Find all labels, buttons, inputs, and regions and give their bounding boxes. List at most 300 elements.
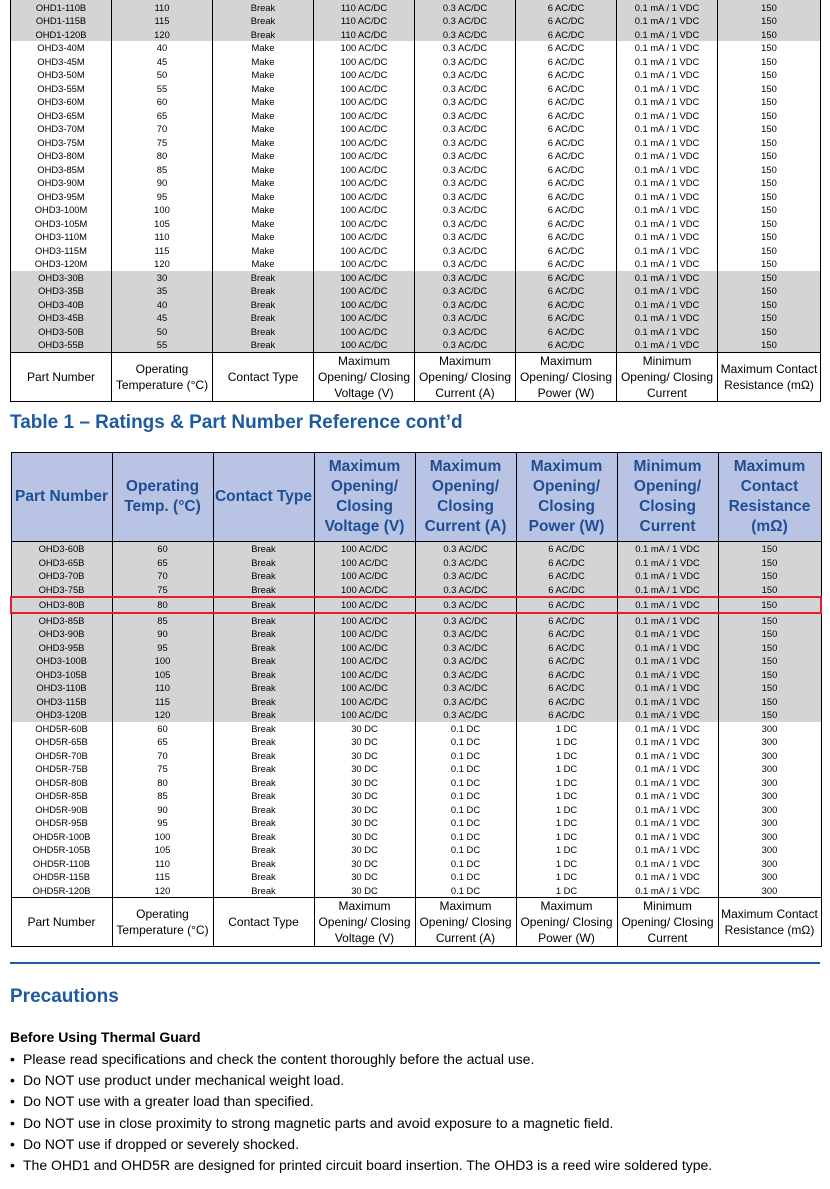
table-cell: 0.3 AC/DC [415, 257, 516, 271]
table-cell: 0.3 AC/DC [415, 149, 516, 163]
table-cell: 0.1 mA / 1 VDC [617, 244, 718, 258]
table-cell: 80 [112, 597, 213, 613]
table-cell: 0.3 AC/DC [415, 583, 516, 598]
table-cell: Break [213, 695, 314, 709]
table-cell: Make [213, 257, 314, 271]
table-cell: Break [213, 830, 314, 844]
table-row [11, 284, 821, 298]
table-cell: OHD5R-100B [11, 830, 112, 844]
table-cell: 0.1 mA / 1 VDC [617, 695, 718, 709]
table-cell: 0.1 mA / 1 VDC [617, 830, 718, 844]
table-cell: 70 [112, 749, 213, 763]
table-cell: 6 AC/DC [516, 176, 617, 190]
table-cell: OHD3-85M [11, 163, 112, 177]
table-cell: OHD5R-60B [11, 722, 112, 736]
table-cell: 100 [112, 654, 213, 668]
table-cell: OHD3-40M [11, 41, 112, 55]
table-cell: Break [213, 338, 314, 352]
table-cell: Make [213, 68, 314, 82]
table-cell: 0.3 AC/DC [415, 28, 516, 42]
table-row [11, 789, 821, 803]
table-cell: Break [213, 569, 314, 583]
table-cell: 50 [112, 325, 213, 339]
table-cell: 110 AC/DC [314, 28, 415, 42]
table-cell: Make [213, 203, 314, 217]
table-cell: 100 AC/DC [314, 569, 415, 583]
table-cell: OHD3-105M [11, 217, 112, 231]
table-cell: 45 [112, 55, 213, 69]
table-cell: 0.1 mA / 1 VDC [617, 843, 718, 857]
table-cell: 0.1 mA / 1 VDC [617, 271, 718, 285]
table-cell: 150 [718, 176, 821, 190]
table-cell: 110 [112, 230, 213, 244]
table-cell: 150 [718, 122, 821, 136]
table-cell: Break [213, 542, 314, 556]
table-cell: 300 [718, 776, 821, 790]
table-cell: 90 [112, 627, 213, 641]
table-cell: 85 [112, 163, 213, 177]
table-cell: 90 [112, 176, 213, 190]
table-cell: OHD5R-65B [11, 735, 112, 749]
table-cell: 0.3 AC/DC [415, 190, 516, 204]
table-cell: OHD3-100B [11, 654, 112, 668]
table-cell: Break [213, 789, 314, 803]
table-cell: 65 [112, 735, 213, 749]
table-cell: 0.3 AC/DC [415, 41, 516, 55]
table-cell: 0.3 AC/DC [415, 271, 516, 285]
table-cell: Make [213, 163, 314, 177]
table-cell: 0.1 DC [415, 762, 516, 776]
table-cell: Break [213, 14, 314, 28]
table-cell: 30 DC [314, 843, 415, 857]
table-cell: Make [213, 136, 314, 150]
table-cell: OHD3-65B [11, 556, 112, 570]
table-cell: 0.3 AC/DC [415, 109, 516, 123]
table-cell: 100 AC/DC [314, 325, 415, 339]
table-cell: 100 AC/DC [314, 695, 415, 709]
table-cell: OHD3-40B [11, 298, 112, 312]
table-cell: 120 [112, 884, 213, 898]
table-cell: 115 [112, 14, 213, 28]
table-cell: 110 [112, 1, 213, 15]
table-cell: 1 DC [516, 857, 617, 871]
table-cell: OHD5R-120B [11, 884, 112, 898]
table-cell: OHD1-115B [11, 14, 112, 28]
table-row [11, 830, 821, 844]
table-cell: 0.1 mA / 1 VDC [617, 722, 718, 736]
table-cell: Maximum Opening/ Closing Power (W) [516, 898, 617, 947]
table-cell: 30 DC [314, 857, 415, 871]
highlighted-row [11, 597, 821, 613]
table-row [11, 271, 821, 285]
table-cell: 0.3 AC/DC [415, 708, 516, 722]
table-cell: Maximum Contact Resistance (mΩ) [718, 898, 821, 947]
table-cell: 95 [112, 816, 213, 830]
table-cell: 6 AC/DC [516, 230, 617, 244]
table-cell: 300 [718, 762, 821, 776]
table-cell: 100 AC/DC [314, 338, 415, 352]
table-cell: 100 AC/DC [314, 627, 415, 641]
table-cell: 0.1 mA / 1 VDC [617, 298, 718, 312]
table-cell: 0.3 AC/DC [415, 338, 516, 352]
table-cell: 6 AC/DC [516, 1, 617, 15]
table-cell: 80 [112, 149, 213, 163]
table-cell: 6 AC/DC [516, 136, 617, 150]
table-row [11, 28, 821, 42]
table-cell: 150 [718, 542, 821, 556]
table-cell: 0.3 AC/DC [415, 668, 516, 682]
table-cell: 100 AC/DC [314, 654, 415, 668]
table-cell: 1 DC [516, 816, 617, 830]
table-cell: 300 [718, 857, 821, 871]
table-cell: 150 [718, 654, 821, 668]
table-cell: 150 [718, 325, 821, 339]
table-cell: 40 [112, 41, 213, 55]
table-cell: 0.1 mA / 1 VDC [617, 28, 718, 42]
table-cell: Make [213, 122, 314, 136]
table-cell: 6 AC/DC [516, 597, 617, 613]
table-cell: Break [213, 325, 314, 339]
table-cell: 0.1 mA / 1 VDC [617, 884, 718, 898]
table-cell: 100 AC/DC [314, 597, 415, 613]
table-cell: 0.1 mA / 1 VDC [617, 681, 718, 695]
table-cell: 55 [112, 338, 213, 352]
table-cell: 0.1 mA / 1 VDC [617, 708, 718, 722]
table-cell: 150 [718, 668, 821, 682]
table-cell: OHD3-75B [11, 583, 112, 598]
table-cell: 105 [112, 668, 213, 682]
table-row [11, 735, 821, 749]
table-cell: Part Number [11, 898, 112, 947]
table-cell: 0.3 AC/DC [415, 325, 516, 339]
table-row [11, 695, 821, 709]
table-cell: 6 AC/DC [516, 708, 617, 722]
table-cell: 0.1 mA / 1 VDC [617, 569, 718, 583]
table-cell: 0.1 DC [415, 870, 516, 884]
table-row [11, 857, 821, 871]
ratings-table-top [10, 0, 821, 402]
table-cell: 50 [112, 68, 213, 82]
table-row [11, 55, 821, 69]
section-divider [10, 962, 820, 964]
table-row [11, 109, 821, 123]
table-cell: 30 DC [314, 803, 415, 817]
table-cell: Maximum Contact Resistance (mΩ) [718, 352, 821, 401]
table-cell: Maximum Opening/ Closing Power (W) [516, 352, 617, 401]
table-cell: 100 AC/DC [314, 82, 415, 96]
table-row [11, 722, 821, 736]
table-cell: 0.1 mA / 1 VDC [617, 735, 718, 749]
table-cell: 120 [112, 257, 213, 271]
table-cell: 65 [112, 556, 213, 570]
table-cell: Make [213, 244, 314, 258]
table-cell: 0.1 mA / 1 VDC [617, 654, 718, 668]
precautions-title: Precautions [10, 986, 119, 1007]
list-item: • Please read specifications and check the content thoroughly before the actual use. [10, 1049, 825, 1070]
table-cell: Make [213, 176, 314, 190]
table-cell: 0.1 mA / 1 VDC [617, 230, 718, 244]
table-cell: OHD3-80B [11, 597, 112, 613]
table-cell: 100 AC/DC [314, 583, 415, 598]
table-row [11, 311, 821, 325]
table-cell: 115 [112, 244, 213, 258]
table-cell: Make [213, 217, 314, 231]
table-cell: 150 [718, 82, 821, 96]
table-cell: OHD3-90M [11, 176, 112, 190]
table-cell: OHD5R-115B [11, 870, 112, 884]
table-cell: 150 [718, 311, 821, 325]
table-cell: 6 AC/DC [516, 311, 617, 325]
table-cell: 65 [112, 109, 213, 123]
table-cell: 100 AC/DC [314, 136, 415, 150]
table-cell: 150 [718, 163, 821, 177]
table-cell: 85 [112, 613, 213, 628]
table-cell: 0.1 mA / 1 VDC [617, 583, 718, 598]
table-cell: 1 DC [516, 749, 617, 763]
table-row [11, 41, 821, 55]
table-cell: 0.3 AC/DC [415, 556, 516, 570]
table-cell: 150 [718, 28, 821, 42]
table-cell: 100 AC/DC [314, 163, 415, 177]
table-cell: Contact Type [213, 898, 314, 947]
table-cell: 6 AC/DC [516, 163, 617, 177]
table-cell: 150 [718, 136, 821, 150]
table-cell: Maximum Opening/ Closing Voltage (V) [314, 352, 415, 401]
table-cell: OHD3-50M [11, 68, 112, 82]
table-cell: 150 [718, 298, 821, 312]
table-cell: 6 AC/DC [516, 556, 617, 570]
table-cell: 0.3 AC/DC [415, 163, 516, 177]
table-row [11, 122, 821, 136]
table-cell: 100 AC/DC [314, 681, 415, 695]
table-cell: 150 [718, 217, 821, 231]
table-cell: Maximum Opening/ Closing Current (A) [415, 453, 516, 542]
table-row [11, 338, 821, 352]
table-row [11, 654, 821, 668]
table-cell: 150 [718, 613, 821, 628]
table-cell: 100 AC/DC [314, 556, 415, 570]
table-cell: 150 [718, 230, 821, 244]
table-cell: 30 DC [314, 735, 415, 749]
table-cell: OHD3-85B [11, 613, 112, 628]
table-cell: 0.1 DC [415, 776, 516, 790]
table-cell: 6 AC/DC [516, 190, 617, 204]
table-cell: OHD3-45B [11, 311, 112, 325]
table-cell: 30 DC [314, 816, 415, 830]
table-cell: 0.1 mA / 1 VDC [617, 776, 718, 790]
table-cell: 90 [112, 803, 213, 817]
table-cell: OHD5R-80B [11, 776, 112, 790]
table-cell: 0.3 AC/DC [415, 82, 516, 96]
table-cell: Make [213, 95, 314, 109]
table-cell: 0.3 AC/DC [415, 654, 516, 668]
table-cell: 100 AC/DC [314, 708, 415, 722]
table-cell: 6 AC/DC [516, 271, 617, 285]
table-cell: Break [213, 556, 314, 570]
table-cell: 100 AC/DC [314, 284, 415, 298]
table-cell: 0.1 DC [415, 803, 516, 817]
table-cell: Maximum Opening/ Closing Current (A) [415, 352, 516, 401]
table-cell: 100 AC/DC [314, 109, 415, 123]
table-cell: 75 [112, 762, 213, 776]
table-cell: 100 AC/DC [314, 257, 415, 271]
table-cell: 1 DC [516, 830, 617, 844]
list-item: • Do NOT use if dropped or severely shocked. [10, 1134, 825, 1155]
table-cell: Break [213, 1, 314, 15]
table-cell: 0.1 mA / 1 VDC [617, 627, 718, 641]
table-cell: OHD5R-95B [11, 816, 112, 830]
table-cell: Maximum Opening/ Closing Voltage (V) [314, 898, 415, 947]
table-cell: OHD3-120M [11, 257, 112, 271]
table-cell: 300 [718, 803, 821, 817]
table-cell: 0.3 AC/DC [415, 597, 516, 613]
table-cell: 120 [112, 28, 213, 42]
table-cell: OHD3-35B [11, 284, 112, 298]
table-cell: OHD1-120B [11, 28, 112, 42]
ratings-table-main [10, 452, 822, 947]
table-row [11, 68, 821, 82]
table-cell: 0.1 mA / 1 VDC [617, 338, 718, 352]
table-cell: 300 [718, 870, 821, 884]
table-cell: Maximum Contact Resistance (mΩ) [718, 453, 821, 542]
table-cell: 0.1 mA / 1 VDC [617, 1, 718, 15]
table-row [11, 95, 821, 109]
table-cell: 300 [718, 789, 821, 803]
table-cell: 150 [718, 556, 821, 570]
table-cell: Break [213, 641, 314, 655]
table-cell: 0.3 AC/DC [415, 311, 516, 325]
table-cell: OHD3-115M [11, 244, 112, 258]
table-row [11, 325, 821, 339]
table-cell: 100 AC/DC [314, 203, 415, 217]
table-cell: 150 [718, 149, 821, 163]
table-cell: OHD3-95B [11, 641, 112, 655]
table-cell: 85 [112, 789, 213, 803]
table-cell: Break [213, 271, 314, 285]
table-row [11, 613, 821, 628]
table-row [11, 843, 821, 857]
table-cell: 100 AC/DC [314, 311, 415, 325]
table-row [11, 556, 821, 570]
table-cell: 6 AC/DC [516, 641, 617, 655]
table-cell: 70 [112, 122, 213, 136]
table-cell: 35 [112, 284, 213, 298]
table-cell: 95 [112, 190, 213, 204]
table-cell: 1 DC [516, 722, 617, 736]
table-cell: Part Number [11, 453, 112, 542]
table-row [11, 884, 821, 898]
table-row [11, 298, 821, 312]
table-cell: 115 [112, 870, 213, 884]
table-cell: 6 AC/DC [516, 583, 617, 598]
table-cell: 30 DC [314, 722, 415, 736]
table-cell: 0.1 DC [415, 884, 516, 898]
table-cell: 100 AC/DC [314, 176, 415, 190]
table-cell: 6 AC/DC [516, 217, 617, 231]
table-cell: Break [213, 28, 314, 42]
table-cell: 0.1 mA / 1 VDC [617, 613, 718, 628]
table-cell: 6 AC/DC [516, 203, 617, 217]
table-cell: 0.1 mA / 1 VDC [617, 803, 718, 817]
table-cell: 150 [718, 41, 821, 55]
table-cell: 100 [112, 830, 213, 844]
table-cell: 6 AC/DC [516, 681, 617, 695]
table-cell: Break [213, 762, 314, 776]
table-cell: 6 AC/DC [516, 95, 617, 109]
table-cell: 6 AC/DC [516, 542, 617, 556]
table-cell: 105 [112, 217, 213, 231]
table-cell: 150 [718, 55, 821, 69]
table-cell: Make [213, 109, 314, 123]
table-cell: OHD5R-70B [11, 749, 112, 763]
table-cell: 1 DC [516, 762, 617, 776]
table-cell: 0.3 AC/DC [415, 176, 516, 190]
table-cell: Break [213, 884, 314, 898]
table-cell: 150 [718, 109, 821, 123]
table-cell: 30 [112, 271, 213, 285]
table-cell: OHD3-110B [11, 681, 112, 695]
table-cell: 300 [718, 749, 821, 763]
table-cell: 105 [112, 843, 213, 857]
table-cell: 0.1 mA / 1 VDC [617, 325, 718, 339]
table-cell: 80 [112, 776, 213, 790]
table-row [11, 136, 821, 150]
table-cell: 100 AC/DC [314, 68, 415, 82]
table-cell: 0.1 mA / 1 VDC [617, 668, 718, 682]
table-cell: Break [213, 668, 314, 682]
table-cell: OHD3-120B [11, 708, 112, 722]
table-cell: 150 [718, 284, 821, 298]
table-cell: 6 AC/DC [516, 338, 617, 352]
table-cell: 0.3 AC/DC [415, 14, 516, 28]
table-cell: 6 AC/DC [516, 613, 617, 628]
table-cell: 0.1 mA / 1 VDC [617, 749, 718, 763]
table-cell: 30 DC [314, 776, 415, 790]
table-cell: 0.1 mA / 1 VDC [617, 14, 718, 28]
table-cell: OHD3-110M [11, 230, 112, 244]
table-cell: 6 AC/DC [516, 284, 617, 298]
table-cell: 0.1 mA / 1 VDC [617, 190, 718, 204]
table-cell: 60 [112, 542, 213, 556]
table-cell: Break [213, 298, 314, 312]
table-cell: OHD5R-85B [11, 789, 112, 803]
table-cell: 0.1 mA / 1 VDC [617, 41, 718, 55]
table-cell: OHD5R-90B [11, 803, 112, 817]
table-cell: 0.1 DC [415, 816, 516, 830]
table-cell: 100 AC/DC [314, 542, 415, 556]
table-cell: Maximum Opening/ Closing Power (W) [516, 453, 617, 542]
table-cell: 60 [112, 95, 213, 109]
table-cell: 6 AC/DC [516, 14, 617, 28]
table-cell: OHD3-55M [11, 82, 112, 96]
table-cell: 110 AC/DC [314, 1, 415, 15]
table-cell: 0.1 DC [415, 722, 516, 736]
table-cell: OHD3-100M [11, 203, 112, 217]
table-cell: 0.3 AC/DC [415, 136, 516, 150]
table-cell: 100 AC/DC [314, 149, 415, 163]
table-cell: 0.1 DC [415, 857, 516, 871]
table-row [11, 203, 821, 217]
table-cell: 300 [718, 816, 821, 830]
table-cell: OHD5R-105B [11, 843, 112, 857]
table-cell: 300 [718, 830, 821, 844]
table-cell: 0.1 mA / 1 VDC [617, 284, 718, 298]
table-cell: 100 AC/DC [314, 230, 415, 244]
table-cell: 0.1 mA / 1 VDC [617, 136, 718, 150]
table-cell: 0.3 AC/DC [415, 244, 516, 258]
table-cell: 0.3 AC/DC [415, 55, 516, 69]
table-header-row [11, 453, 821, 542]
